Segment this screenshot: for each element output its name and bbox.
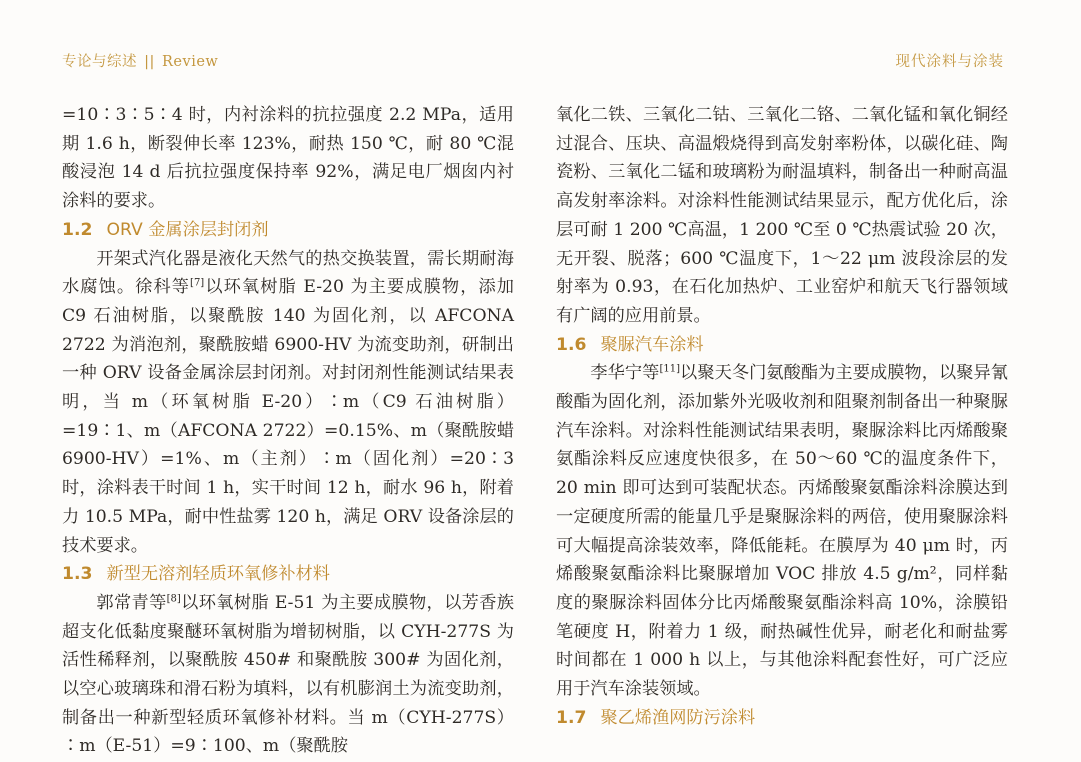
header-section-label [62, 50, 218, 71]
journal-name: 现代涂料与涂装 [895, 54, 1004, 70]
section-label-en: Review [162, 54, 219, 70]
section-number: 1.3 [62, 564, 93, 585]
paragraph-text: 以环氧树脂 E-20 为主要成膜物，添加 C9 石油树脂，以聚酰胺 140 为固化剂，以 AFCONA 2722 为消泡剂，聚酰胺蜡 6900-HV 为流变助剂，研制出一种 ORV 设备金属涂层封闭剂。对封闭剂性能测试结果表明，当 m（环氧树脂 E-20）∶m（C9 石油树脂）=19∶1、m（AFCONA 2722）=0.15%、m（聚酰胺蜡 6900-HV）=1%、m（主剂）∶m（固化剂）=20∶3 时，涂料表干时间 1 h，实干时间 12 h，耐水 96 h，附着力 10.5 MPa，耐中性盐雾 120 h，满足 ORV 设备涂层的技术要求。 [62, 277, 514, 556]
section-title: ORV 金属涂层封闭剂 [106, 219, 269, 240]
paragraph-text: 开架式汽化器是液化天然气的热交换装置，需长期耐海水腐蚀。徐科等 [62, 248, 514, 298]
page-header [0, 0, 1081, 90]
citation-ref: [11] [659, 363, 680, 375]
section-number: 1.7 [556, 707, 587, 728]
section-number: 1.2 [62, 219, 93, 240]
header-separator: || [144, 54, 155, 70]
section-heading-1-3 [62, 560, 514, 589]
section-title: 新型无溶剂轻质环氧修补材料 [106, 564, 330, 585]
section-title: 聚乙烯渔网防污涂料 [600, 707, 756, 728]
section-heading-1-7 [556, 704, 1008, 733]
paragraph-text: 郭常青等 [96, 592, 167, 613]
paragraph-text: 以环氧树脂 E-51 为主要成膜物，以芳香族超支化低黏度聚醚环氧树脂为增韧树脂，以 CYH-277S 为活性稀释剂，以聚酰胺 450# 和聚酰胺 300# 为固化剂，以空心玻璃珠和滑石粉为填料，以有机膨润土为流变助剂，制备出一种新型轻质环氧修补材料。当 m（CYH-277S）∶m（E-51）=9∶100、m（聚酰胺 [62, 592, 514, 757]
right-column [556, 101, 1008, 732]
left-paragraph-1: =10∶3∶5∶4 时，内衬涂料的抗拉强度 2.2 MPa，适用期 1.6 h，断裂伸长率 123%，耐热 150 ℃，耐 80 ℃混酸浸泡 14 d 后抗拉强度保持率 92%，满足电厂烟囱内衬涂料的要求。 [62, 105, 514, 212]
section-label-cn: 专论与综述 [62, 54, 137, 70]
section-number: 1.6 [556, 334, 587, 355]
left-paragraph-2 [62, 245, 514, 561]
paragraph-text: 以聚天冬门氨酸酯为主要成膜物，以聚异氰酸酯为固化剂，添加紫外光吸收剂和阻聚剂制备出一种聚脲汽车涂料。对涂料性能测试结果表明，聚脲涂料比丙烯酸聚氨酯涂料反应速度快很多，在 50～60 ℃的温度条件下，20 min 即可达到可装配状态。丙烯酸聚氨酯涂料涂膜达到一定硬度所需的能量几乎是聚脲涂料的两倍，使用聚脲涂料可大幅提高涂装效率，降低能耗。在膜厚为 40 μm 时，丙烯酸聚氨酯涂料比聚脲增加 VOC 排放 4.5 g/m²，同样黏度的聚脲涂料固体分比丙烯酸聚氨酯涂料高 10%，涂膜铅笔硬度 H，附着力 1 级，耐热碱性优异，耐老化和耐盐雾时间都在 1 000 h 以上，与其他涂料配套性好，可广泛应用于汽车涂装领域。 [556, 363, 1008, 700]
section-heading-1-2 [62, 216, 514, 245]
paragraph-text: 李华宁等 [590, 363, 660, 384]
citation-ref: [8] [166, 593, 181, 605]
section-title: 聚脲汽车涂料 [600, 334, 704, 355]
right-paragraph-1: 氧化二铁、三氧化二钴、三氧化二铬、二氧化锰和氧化铜经过混合、压块、高温煅烧得到高发射率粉体，以碳化硅、陶瓷粉、三氧化二锰和玻璃粉为耐温填料，制备出一种耐高温高发射率涂料。对涂料性能测试结果显示，配方优化后，涂层可耐 1 200 ℃高温，1 200 ℃至 0 ℃热震试验 20 次，无开裂、脱落；600 ℃温度下，1～22 μm 波段涂层的发射率为 0.93，在石化加热炉、工业窑炉和航天飞行器领域有广阔的应用前景。 [556, 105, 1008, 326]
section-heading-1-6 [556, 331, 1008, 360]
left-column [62, 101, 514, 761]
citation-ref: [7] [190, 277, 205, 289]
left-paragraph-3 [62, 589, 514, 761]
right-paragraph-2 [556, 359, 1008, 703]
